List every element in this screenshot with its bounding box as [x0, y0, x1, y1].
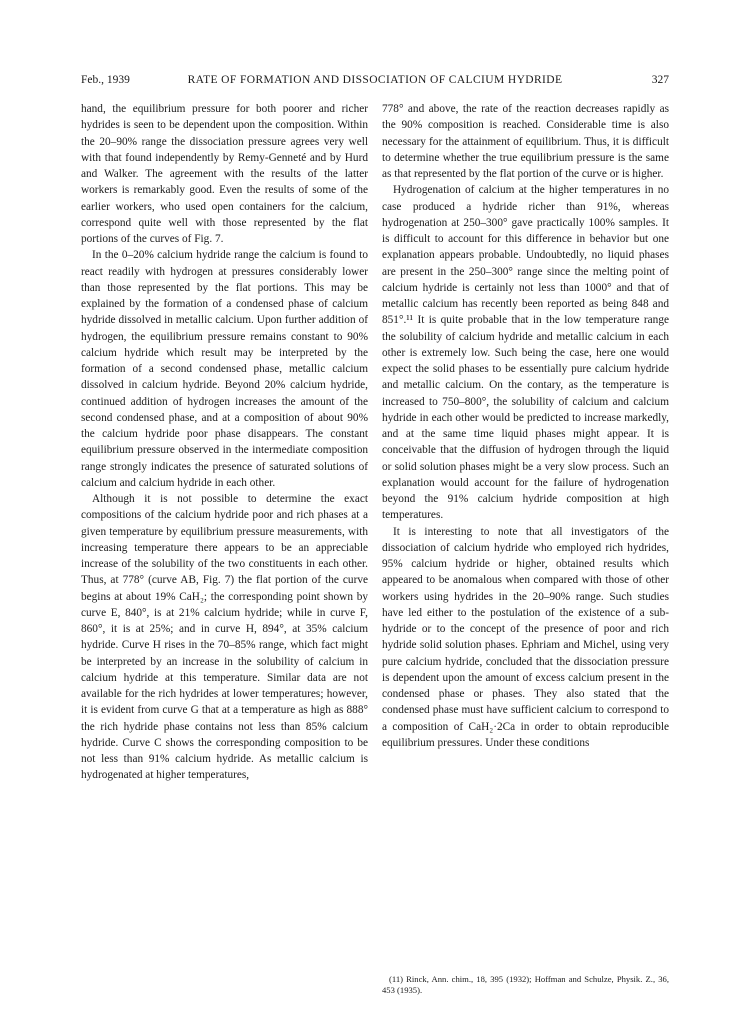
running-header [81, 72, 669, 88]
footnote: (11) Rinck, Ann. chim., 18, 395 (1932); Hoffman and Schulze, Physik. Z., 36, 453 (1935). [382, 974, 669, 995]
right-column [382, 101, 669, 751]
page-number: 327 [651, 74, 669, 86]
paragraph: In the 0–20% calcium hydride range the calcium is found to react readily with hydrogen at pressures considerably lower than those represented by the flat portions. This may be explained by the formation of a condensed phase of calcium hydride dissolved in metallic calcium. Upon further addition of hydrogen, the equilibrium pressure remains constant to 90% calcium hydride which result may be interpreted by the formation of a second condensed phase, metallic calcium dissolved in calcium hydride. Beyond 20% calcium hydride, continued addition of hydrogen increases the amount of the second condensed phase, and at a composition of about 90% the calcium hydride poor phase disappears. The constant equilibrium pressure observed in the intermediate composition range strongly indicates the presence of saturated solutions of calcium and calcium hydride in each other. [81, 249, 368, 489]
paragraph: Hydrogenation of calcium at the higher temperatures in no case produced a hydride richer than 91%, whereas hydrogenation at 250–300° gave practically 100% samples. It is difficult to account for this difference in behavior but one explanation appears probable. Undoubtedly, no liquid phases are present in the 250–300° range since the melting point of calcium hydride is certainly not less than 1000° and that of metallic calcium has recently been reported as being 848 and 851°.¹¹ It is quite probable that in the low temperature range the solubility of calcium hydride and metallic calcium in each other is extremely low. Such being the case, here one would expect the solid phases to be essentially pure calcium hydride and metallic calcium. On the contary, as the temperature is increased to 750–800°, the solubility of calcium and calcium hydride in each other would be predicted to increase markedly, and at the same time liquid phases might appear. It is conceivable that the diffusion of hydrogen through the liquid or solid solution phases might be a very slow process. Such an explanation would account for the failure of hydrogenation beyond the 91% calcium hydride composition at high temperatures. [382, 184, 669, 522]
left-column [81, 101, 368, 784]
header-date: Feb., 1939 [81, 74, 130, 86]
paragraph: hand, the equilibrium pressure for both poorer and richer hydrides is seen to be dependent upon the composition. Within the 20–90% range the dissociation pressure agrees very well with that found independently by Remy-Genneté and by Hurd and Walker. The agreement with the results of the latter workers is remarkably good. Even the results of some of the earlier workers, who used open containers for the calcium, correspond quite well with those represented by the flat portions of the curves of Fig. 7. [81, 103, 368, 245]
footnote-block [382, 974, 669, 996]
paragraph: Although it is not possible to determine the exact compositions of the calcium hydride poor and rich phases at a given temperature by equilibrium pressure measurements, with increasing temperature there appears to be an appreciable increase of the solubility of the two constituents in each other. Thus, at 778° (curve AB, Fig. 7) the flat portion of the curve begins at about 19% CaH₂; the corresponding point shown by curve E, 840°, is at 21% calcium hydride; while in curve F, 860°, it is at 25%; and in curve H, 894°, at 35% calcium hydride. Curve H rises in the 70–85% range, which fact might be interpreted by an increase in the solubility of calcium in calcium hydride at this temperature. Similar data are not available for the rich hydrides at lower temperatures; however, it is evident from curve G that at a temperature as high as 888° the rich hydride phase contains not less than 85% calcium hydride. Curve C shows the corresponding composition to be not less than 91% calcium hydride. As metallic calcium is hydrogenated at higher temperatures, [81, 493, 368, 782]
paragraph: It is interesting to note that all investigators of the dissociation of calcium hydride who employed rich hydrides, 95% calcium hydride or higher, obtained results which appeared to be anomalous when compared with those of other workers using hydrides in the 20–90% range. Such studies have led either to the postulation of the existence of a sub-hydride or to the concept of the presence of poor and rich hydride solid solution phases. Ephriam and Michel, using very pure calcium hydride, concluded that the dissociation pressure is dependent upon the amount of excess calcium present in the condensed phase or phases. They also stated that the condensed phase must have sufficient calcium to correspond to a composition of CaH₂·2Ca in order to obtain reproducible equilibrium pressures. Under these conditions [382, 525, 669, 749]
paragraph: 778° and above, the rate of the reaction decreases rapidly as the 90% composition is reached. Considerable time is also necessary for the attainment of equilibrium. Thus, it is difficult to determine whether the true equilibrium pressure is the same as that represented by the flat portion of the curve or is higher. [382, 103, 669, 180]
header-title: RATE OF FORMATION AND DISSOCIATION OF CALCIUM HYDRIDE [187, 74, 563, 86]
